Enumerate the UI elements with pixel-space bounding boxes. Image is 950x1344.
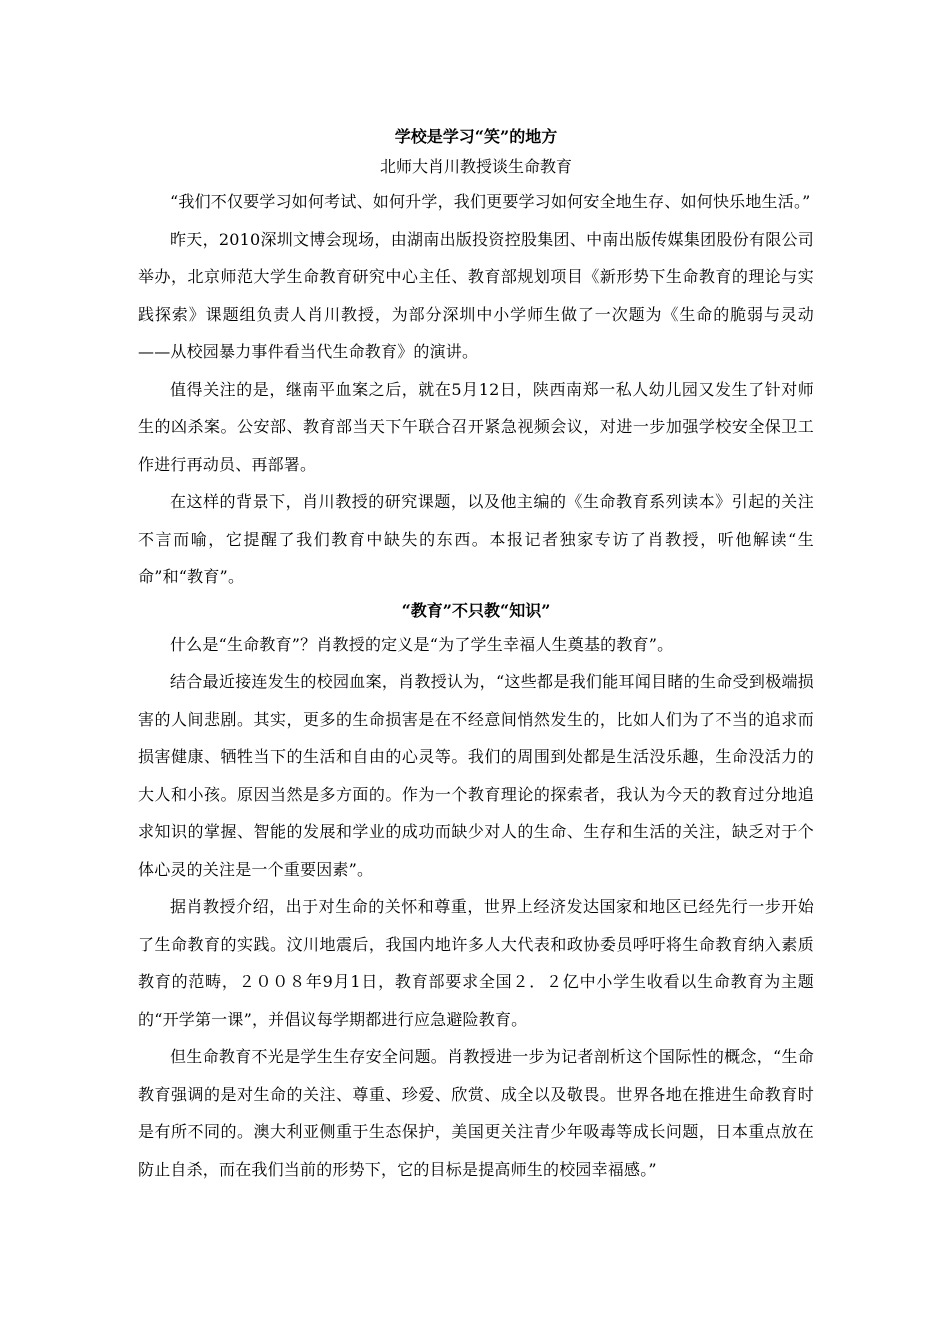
section-heading: “教育”不只教“知识” <box>401 600 551 620</box>
article-subtitle: 北师大肖川教授谈生命教育 <box>379 157 572 176</box>
intro-paragraph: “我们不仅要学习如何考试、如何升学，我们更要学习如何安全地生存、如何快乐地生活。” <box>170 192 811 211</box>
intro-paragraph: 在这样的背景下，肖川教授的研究课题，以及他主编的《生命教育系列读本》引起的关注不言而喻，它提醒了我们教育中缺失的东西。本报记者独家专访了肖教授，听他解读“生命”和“教育”。 <box>138 492 814 586</box>
section-paragraph: 结合最近接连发生的校园血案，肖教授认为，“这些都是我们能耳闻目睹的生命受到极端损害的人间悲剧。其实，更多的生命损害是在不经意间悄然发生的，比如人们为了不当的追求而损害健康、牺牲当下的生活和自由的心灵等。我们的周围到处都是生活没乐趣，生命没活力的大人和小孩。原因当然是多方面的。作为一个教育理论的探索者，我认为今天的教育过分地追求知识的掌握、智能的发展和学业的成功而缺少对人的生命、生存和生活的关注，缺乏对于个体心灵的关注是一个重要因素”。 <box>138 672 814 879</box>
section-paragraph: 但生命教育不光是学生生存安全问题。肖教授进一步为记者剖析这个国际性的概念，“生命教育强调的是对生命的关注、尊重、珍爱、欣赏、成全以及敬畏。世界各地在推进生命教育时是有所不同的。澳大利亚侧重于生态保护，美国更关注青少年吸毒等成长问题，日本重点放在防止自杀，而在我们当前的形势下，它的目标是提高师生的校园幸福感。” <box>138 1047 814 1179</box>
section-paragraph: 什么是“生命教育”？肖教授的定义是“为了学生幸福人生奠基的教育”。 <box>170 634 674 654</box>
intro-paragraph: 昨天，2010深圳文博会现场，由湖南出版投资控股集团、中南出版传媒集团股份有限公司举办，北京师范大学生命教育研究中心主任、教育部规划项目《新形势下生命教育的理论与实践探索》课题组负责人肖川教授，为部分深圳中小学师生做了一次题为《生命的脆弱与灵动——从校园暴力事件看当代生命教育》的演讲。 <box>138 229 814 361</box>
intro-paragraph: 值得关注的是，继南平血案之后，就在5月12日，陕西南郑一私人幼儿园又发生了针对师生的凶杀案。公安部、教育部当天下午联合召开紧急视频会议，对进一步加强学校安全保卫工作进行再动员、再部署。 <box>138 379 814 474</box>
section-paragraph: 据肖教授介绍，出于对生命的关怀和尊重，世界上经济发达国家和地区已经先行一步开始了生命教育的实践。汶川地震后，我国内地许多人大代表和政协委员呼吁将生命教育纳入素质教育的范畴，２００８年9月1日，教育部要求全国２．２亿中小学生收看以生命教育为主题的“开学第一课”，并倡议每学期都进行应急避险教育。 <box>138 897 814 1029</box>
article-title: 学校是学习“笑”的地方 <box>394 127 558 146</box>
article-body <box>138 123 814 1188</box>
